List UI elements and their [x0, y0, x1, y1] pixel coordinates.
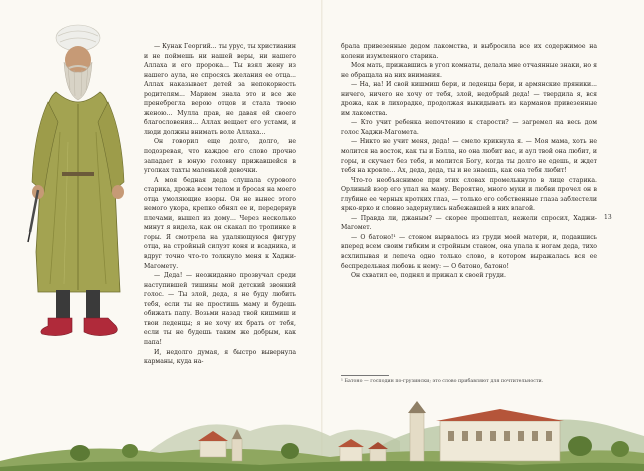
paragraph: — Правда ли, джаным? — скорее прошептал, нежели спросил, Хаджи-Магомет. — [341, 214, 597, 232]
footnote: ¹ Батоно — господин по-грузински; это слово прибавляют для почтительности. — [341, 379, 544, 384]
footnote-rule — [341, 375, 389, 376]
paragraph: — Никто не учит меня, деда! — смело крикнула я. — Моя мама, хоть не молится на восток, как ты и Бэлла, но она любит вас, и аул твой она любит, и горы, и скучает без тебя, и молится Богу, когда ты долго не едешь, и ждет тебя на кровле... Ах, деда, деда, ты и не знаешь, как она тебя любит! — [341, 138, 597, 175]
paragraph: — Кто учит ребенка непочтению к старости? — загремел на весь дом голос Хаджи-Магомета. — [341, 119, 597, 136]
paragraph: — На, на! И свой кишмиш бери, и леденцы бери, и армянские пряники... ничего, ничего не хочу от тебя, злой, недобрый деда! — твердила я, вся дрожа, как в лихорадке, продолжая выкидывать из карманов привезенные им лакомства. — [341, 81, 597, 117]
paragraph: Моя мать, прижавшись в угол комнаты, делала мне отчаянные знаки, но я не обращала на них внимания. — [341, 62, 597, 79]
paragraph: А моя бедная деда слушала сурового старика, дрожа всем телом и бросая на моего отца умоляющие взоры. Он не вынес этого немого укора, крепко обнял ее и, передернув плечами, вышел из дому... Через несколько минут я видела, как он скакал по тропинке в горы. Я смотрела на удаляющуюся фигуру отца, на стройный силуэт коня и всадника, и вдруг точно что-то толкнуло меня к Хаджи-Магомету. — [144, 176, 296, 270]
paragraph: — Кунак Георгий... ты урус, ты христианин и не поймешь ни нашей веры, ни нашего Аллаха и его пророка... Ты взял жену из нашего аула, не спросясь желания ее отца... Аллах наказывает детей за непокорность родителям... Марием знала это и все же пренебрегла верою отцов и стала твоею женою... Мулла прав, не давая ей своего благословения... Аллах вещает его устами, и люди должны внимать воле Аллаха... — [144, 43, 296, 136]
paragraph: И, недолго думая, я быстро вывернула карманы, куда на- — [144, 348, 296, 366]
paragraph: — О батоно!¹ — стоном вырвалось из груди моей матери, и, подавшись вперед всем своим гибким и стройным станом, она упала к ногам деда, тихо всхлипывая и лепеча одно только слово, в котором выражалась вся ее беспредельная любовь к нему: — О батоно, батоно! — [341, 233, 597, 270]
right-text-column — [341, 42, 597, 281]
paragraph: Он схватил ее, поднял и прижал к своей груди. — [351, 272, 506, 280]
left-text-column — [144, 42, 296, 367]
paragraph: Он говорил еще долго, долго, не подозревая, что каждое его слово прочно западает в юную головку прижавшейся в уголках тахты маленькой девочки. — [144, 138, 296, 175]
paragraph: — Деда! — неожиданно прозвучал среди наступившей тишины мой детский звонкий голос. — Ты злой, деда, я не буду любить тебя, если ты не простишь маму и будешь обижать папу. Возьми назад твой кишмиш и твои леденцы; я не хочу их брать от тебя, если ты не будешь таким же добрым, как папа! — [144, 272, 296, 346]
village-landscape-illustration — [0, 391, 644, 471]
paragraph: брала привезенные дедом лакомства, и выбросила все их содержимое на колени изумленного старика. — [341, 43, 597, 60]
page-number: 13 — [604, 214, 612, 221]
old-man-illustration — [8, 22, 148, 342]
paragraph: Что-то необъяснимое при этих словах промелькнуло в лице старика. Орлиный взор его упал на маму. Вероятно, много муки и любви прочел он в глубине ее черных кротких глаз, — только его собственные глаза заблестели ярко-ярко и словно задернулись набежавшей в них влагой. — [341, 176, 597, 213]
